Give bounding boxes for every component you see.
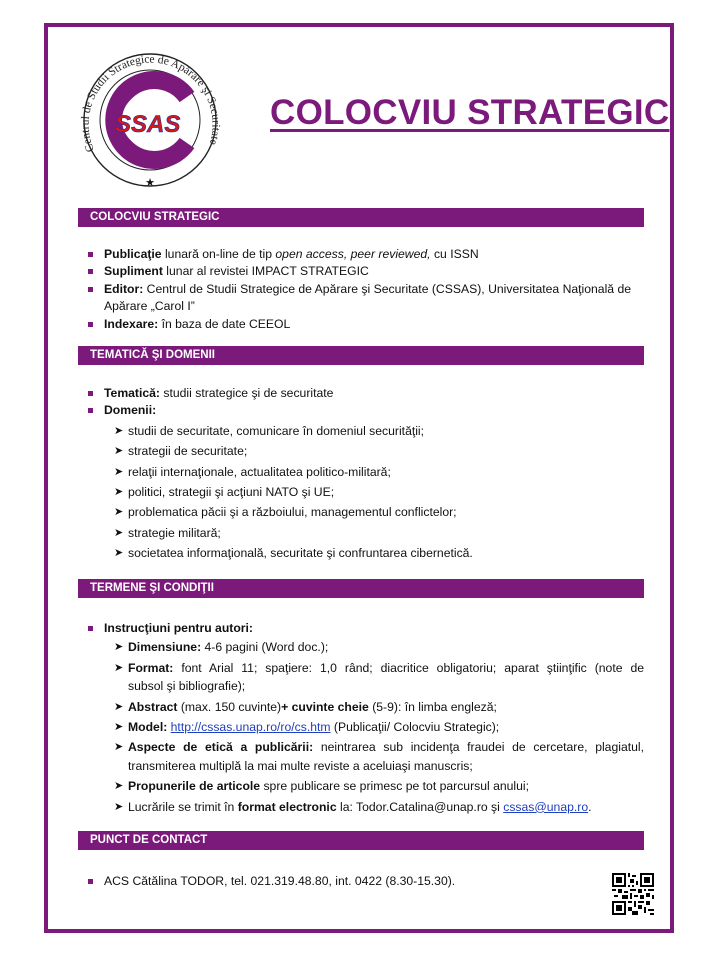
domain-item: ➤ strategie militară;: [114, 525, 221, 540]
section-heading-tematica: TEMATICĂ ŞI DOMENII: [78, 346, 644, 365]
email-link[interactable]: cssas@unap.ro: [503, 799, 589, 814]
section-heading-contact: PUNCT DE CONTACT: [78, 831, 644, 850]
instruction-item: ➤ Dimensiune: 4-6 pagini (Word doc.);: [114, 640, 329, 655]
list-item: Instrucţiuni pentru autori:: [88, 620, 644, 637]
instruction-item: ➤ Propunerile de articole spre publicare se primesc pe tot parcursul anului;: [114, 779, 530, 794]
domain-item: ➤ strategii de securitate;: [114, 444, 248, 459]
list-item: Indexare: în baza de date CEEOL: [88, 316, 644, 333]
svg-text:★: ★: [145, 177, 155, 189]
section-colocviu-list: [88, 246, 644, 333]
list-item-continuation: Apărare „Carol I”: [104, 299, 195, 314]
domain-item: ➤ societatea informaţională, securitate şi confruntarea cibernetică.: [114, 546, 473, 561]
list-item: ACS Cătălina TODOR, tel. 021.319.48.80, int. 0422 (8.30-15.30).: [88, 873, 644, 890]
list-item: Editor: Centrul de Studii Strategice de Apărare şi Securitate (CSSAS), Universitatea Naţională de: [88, 281, 644, 298]
instruction-item: ➤ Model: http://cssas.unap.ro/ro/cs.htm (Publicaţii/ Colocviu Strategic);: [114, 720, 500, 735]
section-heading-termene: TERMENE ŞI CONDIŢII: [78, 579, 644, 598]
list-item: Publicaţie lunară on-line de tip open access, peer reviewed, cu ISSN: [88, 246, 644, 263]
cssas-logo: [75, 40, 225, 198]
qr-code-icon: [612, 873, 654, 915]
domain-item: ➤ politici, strategii şi acţiuni NATO şi UE;: [114, 485, 335, 500]
list-item: Tematică: studii strategice şi de securitate: [88, 385, 644, 402]
instruction-item: ➤ Format: font Arial 11; spaţiere: 1,0 rând; diacritice obligatoriu; aparat ştiinţific (note de: [114, 660, 644, 675]
section-heading-colocviu: COLOCVIU STRATEGIC: [78, 208, 644, 227]
section-contact-list: [88, 873, 644, 890]
domain-item: ➤ problematica păcii şi a războiului, managementul conflictelor;: [114, 505, 457, 520]
instruction-continuation: transmiterea multiplă la mai multe reviste a aceluiaşi manuscris;: [128, 758, 473, 773]
page-title: COLOCVIU STRATEGIC: [270, 93, 670, 132]
logo-letters: SSAS: [115, 111, 181, 138]
logo-ring-text: Centrul de Studii Strategice de Apărare şi Securitate: [79, 53, 222, 154]
model-link[interactable]: http://cssas.unap.ro/ro/cs.htm: [170, 720, 331, 735]
instruction-item: ➤ Lucrările se trimit în format electronic la: Todor.Catalina@unap.ro şi cssas@unap.ro.: [114, 799, 592, 814]
instruction-item: ➤ Abstract (max. 150 cuvinte)+ cuvinte cheie (5-9): în limba engleză;: [114, 699, 497, 714]
section-tematica-list: [88, 385, 644, 563]
list-item: Domenii:: [88, 402, 644, 419]
domain-item: ➤ studii de securitate, comunicare în domeniul securităţii;: [114, 423, 425, 438]
domain-item: ➤ relaţii internaţionale, actualitatea politico-militară;: [114, 464, 391, 479]
section-termene-list: [88, 620, 644, 816]
instruction-item: ➤ Aspecte de etică a publicării: neintrarea sub incidenţa fraudei de cercetare, plagiatul,: [114, 740, 644, 755]
instruction-continuation: subsol şi bibliografie);: [128, 679, 246, 694]
list-item: Supliment lunar al revistei IMPACT STRATEGIC: [88, 263, 644, 280]
